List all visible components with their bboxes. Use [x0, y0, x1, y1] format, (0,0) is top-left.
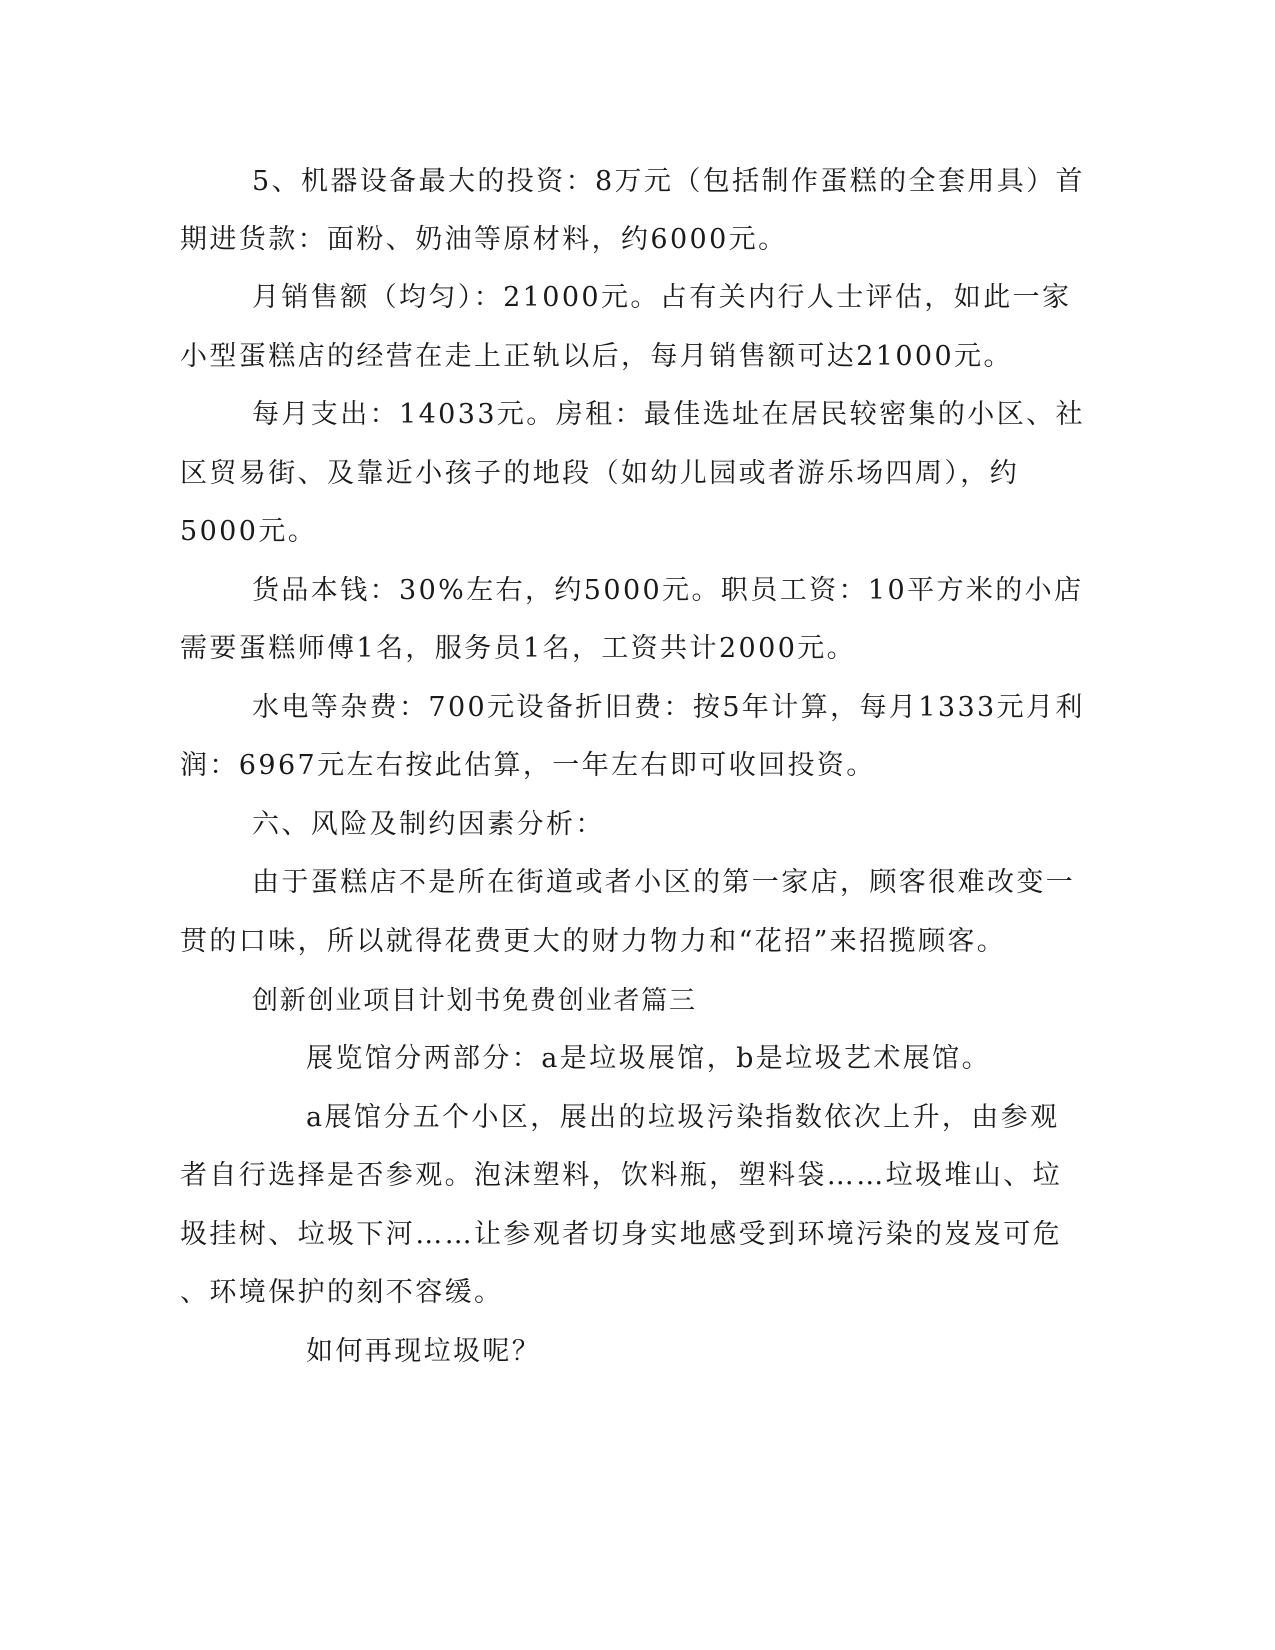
- paragraph-line: 区贸易街、及靠近小孩子的地段（如幼儿园或者游乐场四周），约: [180, 458, 1020, 489]
- paragraph-line: 水电等杂费：700元设备折旧费：按5年计算，每月1333元月利: [252, 692, 1085, 723]
- paragraph-line: 、环境保护的刻不容缓。: [180, 1277, 504, 1308]
- paragraph-line: 每月支出：14033元。房租：最佳选址在居民较密集的小区、社: [252, 399, 1085, 430]
- paragraph-line: a展馆分五个小区，展出的垃圾污染指数依次上升，由参观: [306, 1102, 1060, 1133]
- paragraph-line: 由于蛋糕店不是所在街道或者小区的第一家店，顾客很难改变一: [252, 867, 1076, 898]
- paragraph-line: 者自行选择是否参观。泡沫塑料，饮料瓶，塑料袋……垃圾堆山、垃: [180, 1160, 1062, 1191]
- section-heading: 六、风险及制约因素分析：: [252, 809, 605, 840]
- paragraph-line: 小型蛋糕店的经营在走上正轨以后，每月销售额可达21000元。: [180, 341, 1013, 372]
- paragraph-line: 月销售额（均匀）：21000元。占有关内行人士评估，如此一家: [252, 282, 1072, 313]
- paragraph-line: 如何再现垃圾呢？: [306, 1336, 542, 1367]
- paragraph-line: 润：6967元左右按此估算，一年左右即可收回投资。: [180, 750, 876, 781]
- paragraph-line: 货品本钱：30%左右，约5000元。职员工资：10平方米的小店: [252, 575, 1084, 606]
- paragraph-line: 圾挂树、垃圾下河……让参观者切身实地感受到环境污染的岌岌可危: [180, 1219, 1062, 1250]
- paragraph-line: 期进货款：面粉、奶油等原材料，约6000元。: [180, 224, 788, 255]
- paragraph-line: 5000元。: [180, 516, 318, 547]
- paragraph-line: 展览馆分两部分：a是垃圾展馆，b是垃圾艺术展馆。: [306, 1043, 991, 1074]
- paragraph-line: 需要蛋糕师傅1名，服务员1名，工资共计2000元。: [180, 633, 857, 664]
- paragraph-line: 5、机器设备最大的投资：8万元（包括制作蛋糕的全套用具）首: [252, 166, 1085, 197]
- paragraph-line: 贯的口味，所以就得花费更大的财力物力和“花招”来招揽顾客。: [180, 926, 1007, 957]
- article-heading: 创新创业项目计划书免费创业者篇三: [252, 986, 697, 1016]
